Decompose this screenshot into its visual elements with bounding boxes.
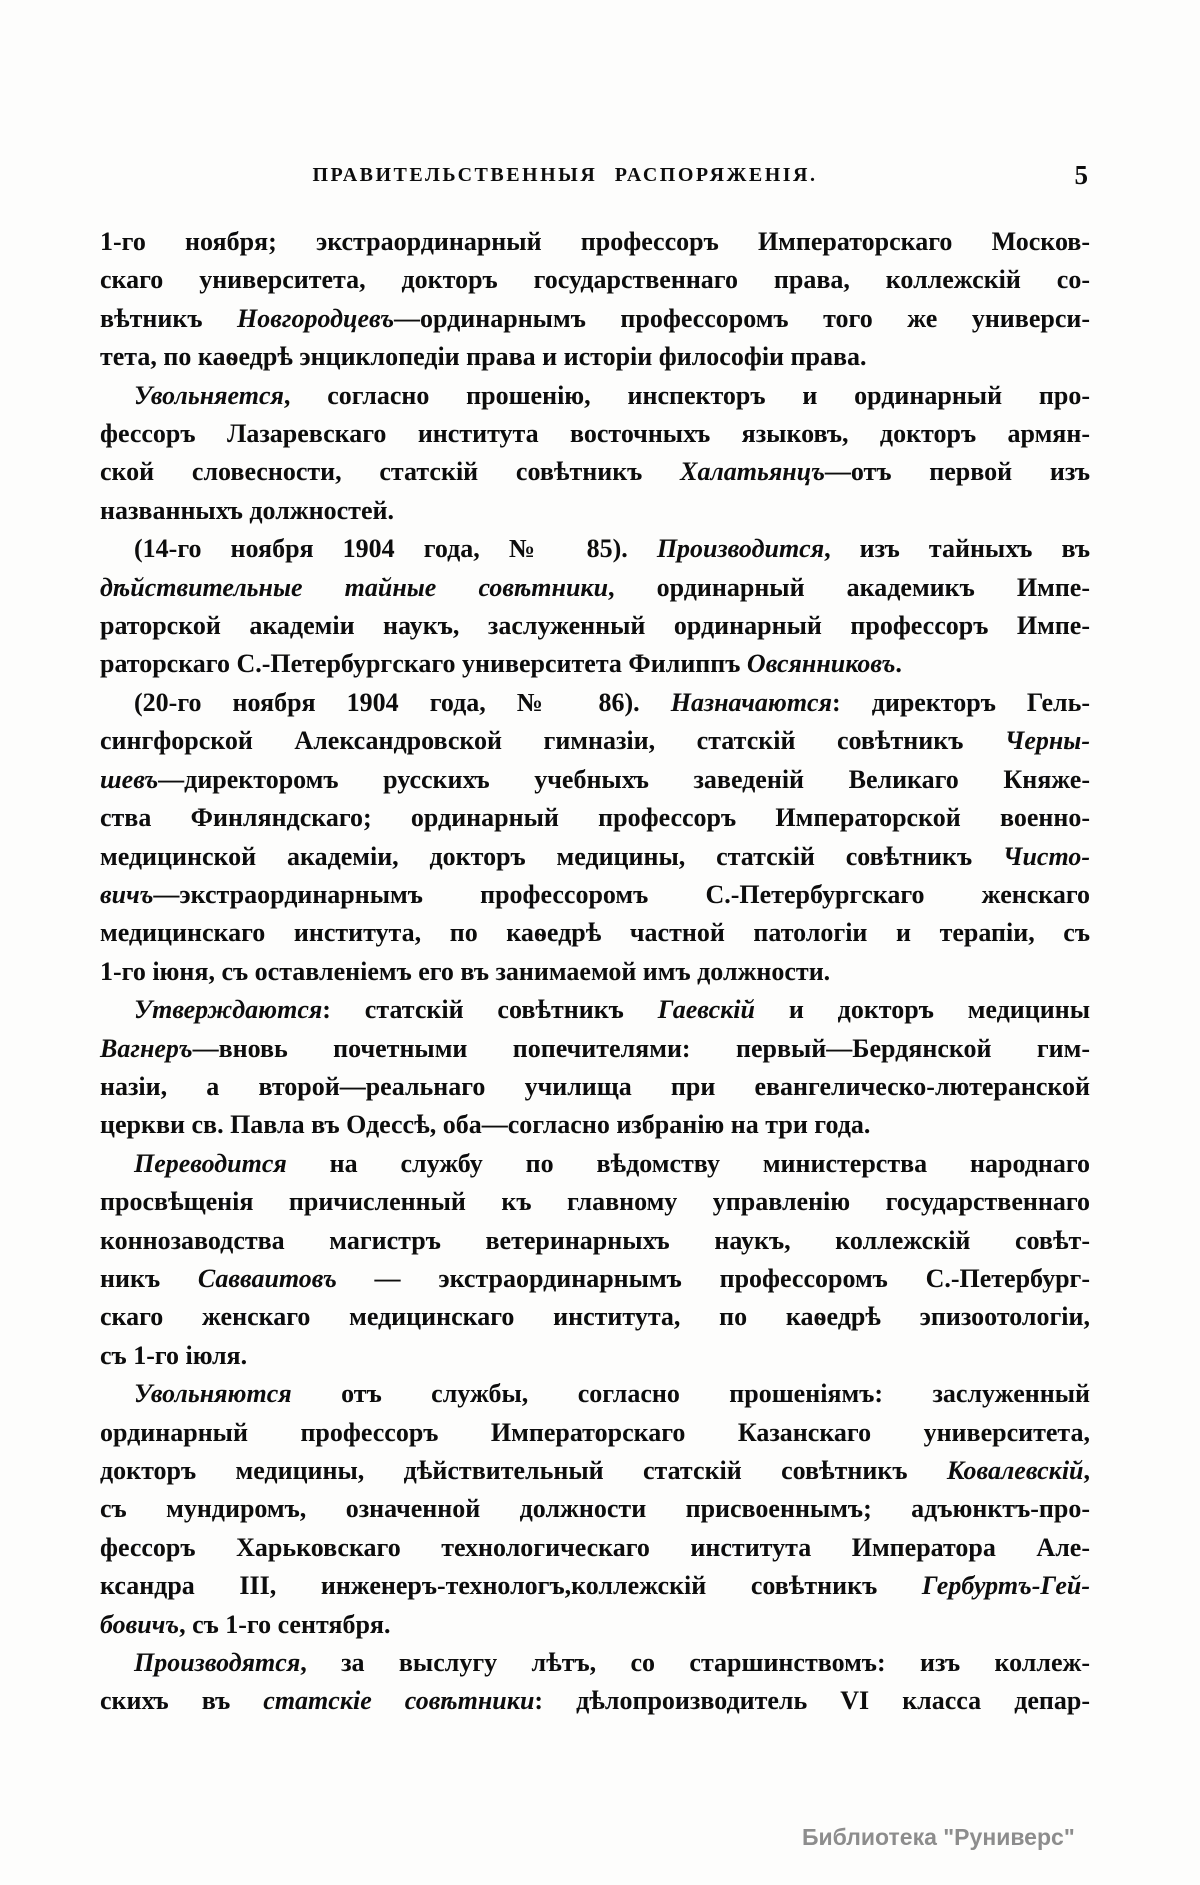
italic-text-segment: вичъ xyxy=(100,879,154,909)
text-segment: —ординарнымъ профессоромъ того же универси- xyxy=(394,303,1090,333)
text-segment: 1-го іюня, съ оставленіемъ его въ занимаемой имъ должности. xyxy=(100,956,831,986)
italic-text-segment: Переводится xyxy=(134,1148,287,1178)
italic-text-segment: дѣйствительные тайные совѣтники xyxy=(100,572,609,602)
text-line xyxy=(100,1452,1090,1490)
body-text xyxy=(100,223,1090,1721)
text-line xyxy=(100,569,1090,607)
text-line xyxy=(100,1644,1090,1682)
text-segment: фессоръ Лазаревскаго института восточныхъ языковъ, докторъ армян- xyxy=(100,419,1090,449)
text-segment: названныхъ должностей. xyxy=(100,495,394,525)
text-segment: сингфорской Александровской гимназіи, статскій совѣтникъ xyxy=(100,726,1005,756)
text-line xyxy=(100,914,1090,952)
text-segment: —директоромъ русскихъ учебныхъ заведеній Великаго Княже- xyxy=(158,764,1090,794)
text-line xyxy=(100,722,1090,760)
text-line xyxy=(100,1106,1090,1144)
italic-text-segment: Чисто- xyxy=(1003,841,1090,871)
text-segment: —экстраординарнымъ профессоромъ С.-Петербургскаго женскаго xyxy=(153,879,1090,909)
text-segment: коннозаводства магистръ ветеринарныхъ наукъ, коллежскій совѣт- xyxy=(100,1225,1090,1255)
text-segment: никъ xyxy=(100,1263,198,1293)
text-segment: вѣтникъ xyxy=(100,303,238,333)
running-head xyxy=(100,160,1090,194)
italic-text-segment: Утверждаются xyxy=(134,995,323,1025)
text-line xyxy=(100,261,1090,299)
italic-text-segment: Халатьянцъ xyxy=(680,457,825,487)
text-segment: . xyxy=(895,649,902,679)
text-segment: , согласно прошенію, инспекторъ и ординарный про- xyxy=(283,380,1090,410)
text-line xyxy=(100,338,1090,376)
text-line xyxy=(100,799,1090,837)
text-segment: докторъ медицины, дѣйствительный статскій совѣтникъ xyxy=(100,1456,947,1485)
text-segment: , съ 1-го сентября. xyxy=(179,1609,391,1639)
text-line xyxy=(100,1375,1090,1413)
text-line xyxy=(100,1337,1090,1375)
text-line xyxy=(100,684,1090,722)
italic-text-segment: Гаевскій xyxy=(657,995,755,1025)
text-line xyxy=(100,1298,1090,1336)
text-segment: : директоръ Гель- xyxy=(831,687,1090,717)
text-segment: (20-го ноября 1904 года, № 86). xyxy=(134,687,671,717)
italic-text-segment: Увольняется xyxy=(134,380,284,410)
italic-text-segment: Ковалевскій xyxy=(946,1456,1084,1485)
library-watermark: Библиотека "Руниверс" xyxy=(802,1824,1075,1850)
text-segment: медицинскаго института, по каѳедрѣ частной патологіи и терапіи, съ xyxy=(100,918,1090,948)
text-line xyxy=(100,953,1090,991)
text-segment: , xyxy=(1083,1456,1090,1485)
text-line xyxy=(100,607,1090,645)
text-segment: скаго женскаго медицинскаго института, по каѳедрѣ эпизоотологіи, xyxy=(100,1302,1090,1332)
text-line xyxy=(100,1222,1090,1260)
page-number: 5 xyxy=(1074,160,1088,190)
text-segment: церкви св. Павла въ Одессѣ, оба—согласно избранію на три года. xyxy=(100,1110,871,1140)
italic-text-segment: бовичъ xyxy=(100,1609,180,1639)
text-segment: скаго университета, докторъ государственнаго права, коллежскій со- xyxy=(100,265,1090,295)
text-line xyxy=(100,1606,1090,1644)
italic-text-segment: Производится xyxy=(656,534,825,564)
text-segment: , за выслугу лѣтъ, со старшинствомъ: изъ коллеж- xyxy=(300,1648,1090,1678)
italic-text-segment: Савваитовъ xyxy=(197,1263,337,1293)
text-segment: тета, по каѳедрѣ энциклопедіи права и исторіи философіи права. xyxy=(100,342,867,372)
text-line xyxy=(100,415,1090,453)
italic-text-segment: Овсянниковъ xyxy=(746,649,896,679)
text-segment: медицинской академіи, докторъ медицины, статскій совѣтникъ xyxy=(100,841,1003,871)
text-segment: съ мундиромъ, означенной должности присвоеннымъ; адъюнктъ-про- xyxy=(100,1494,1090,1524)
text-line xyxy=(100,1183,1090,1221)
text-line xyxy=(100,1682,1090,1720)
italic-text-segment: Производятся xyxy=(134,1648,301,1678)
text-segment: : статскій совѣтникъ xyxy=(322,995,658,1025)
text-line xyxy=(100,876,1090,914)
text-segment: и докторъ медицины xyxy=(754,995,1090,1025)
text-line xyxy=(100,492,1090,530)
text-segment: 1-го ноября; экстраординарный профессоръ Императорскаго Москов- xyxy=(100,227,1090,256)
text-segment: фессоръ Харьковскаго технологическаго института Императора Але- xyxy=(100,1532,1090,1562)
italic-text-segment: Новгородцевъ xyxy=(237,303,395,333)
italic-text-segment: статскіе совѣтники xyxy=(263,1686,535,1716)
text-segment: скихъ въ xyxy=(100,1686,264,1716)
italic-text-segment: Черны- xyxy=(1004,726,1090,756)
text-line xyxy=(100,645,1090,683)
text-segment: на службу по вѣдомству министерства народнаго xyxy=(286,1148,1090,1178)
text-segment: : дѣлопроизводитель VI класса депар- xyxy=(534,1686,1090,1716)
text-segment: раторской академіи наукъ, заслуженный ординарный профессоръ Импе- xyxy=(100,611,1090,641)
text-line xyxy=(100,838,1090,876)
text-segment: —вновь почетными попечителями: первый—Бердянской гим- xyxy=(192,1033,1090,1063)
text-line xyxy=(100,1529,1090,1567)
text-line xyxy=(100,1414,1090,1452)
italic-text-segment: Увольняются xyxy=(134,1379,292,1409)
text-segment: ксандра III, инженеръ-технологъ,коллежскій совѣтникъ xyxy=(100,1571,922,1601)
text-segment: — экстраординарнымъ профессоромъ С.-Петербург- xyxy=(336,1263,1090,1293)
text-line xyxy=(100,1145,1090,1183)
italic-text-segment: шевъ xyxy=(100,764,159,794)
text-line xyxy=(100,991,1090,1029)
text-segment: съ 1-го іюля. xyxy=(100,1340,248,1370)
text-line xyxy=(100,1068,1090,1106)
text-line xyxy=(100,300,1090,338)
text-line xyxy=(100,223,1090,261)
text-segment: просвѣщенія причисленный къ главному управленію государственнаго xyxy=(100,1187,1090,1217)
text-line xyxy=(100,377,1090,415)
text-segment: назіи, а второй—реальнаго училища при евангелическо-лютеранской xyxy=(100,1071,1090,1101)
text-segment: ской словесности, статскій совѣтникъ xyxy=(100,457,681,487)
running-head-title: ПРАВИТЕЛЬСТВЕННЫЯ РАСПОРЯЖЕНІЯ. xyxy=(312,164,818,186)
text-segment: ства Финляндскаго; ординарный профессоръ Императорской военно- xyxy=(100,803,1090,833)
text-line xyxy=(100,761,1090,799)
text-segment: отъ службы, согласно прошеніямъ: заслуженный xyxy=(291,1379,1090,1409)
text-segment: ординарный профессоръ Императорскаго Казанскаго университета, xyxy=(100,1417,1090,1447)
text-segment: (14-го ноября 1904 года, № 85). xyxy=(134,534,657,564)
text-line xyxy=(100,453,1090,491)
text-line xyxy=(100,1030,1090,1068)
text-line xyxy=(100,1490,1090,1528)
text-segment: , изъ тайныхъ въ xyxy=(824,534,1090,564)
text-line xyxy=(100,1567,1090,1605)
text-segment: —отъ первой изъ xyxy=(824,457,1090,487)
text-line xyxy=(100,1260,1090,1298)
italic-text-segment: Назначаются xyxy=(670,687,832,717)
text-segment: раторскаго С.-Петербургскаго университета Филиппъ xyxy=(100,649,747,679)
text-segment: , ординарный академикъ Импе- xyxy=(608,572,1090,602)
italic-text-segment: Вагнеръ xyxy=(100,1033,193,1063)
text-line xyxy=(100,530,1090,568)
italic-text-segment: Гербуртъ-Гей- xyxy=(921,1571,1090,1601)
